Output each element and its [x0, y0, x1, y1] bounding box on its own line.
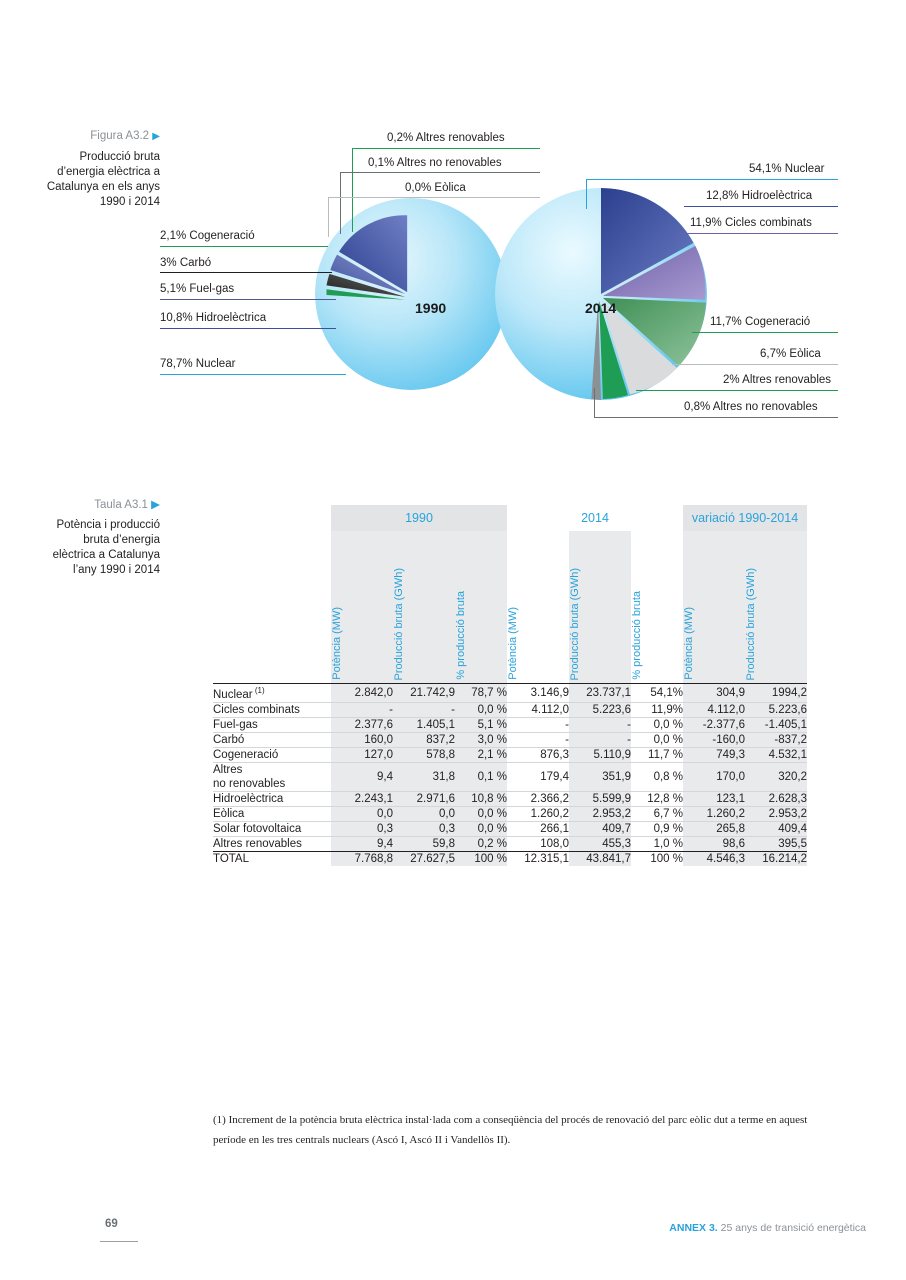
table-row: [213, 806, 807, 821]
table-cell: 1.260,2: [683, 806, 745, 821]
table-cell: 0,0 %: [455, 806, 507, 821]
leader-line-v-altres-no-renovables-1990: [340, 172, 341, 234]
table-cell: 54,1%: [631, 684, 683, 703]
row-label: Eòlica: [213, 807, 245, 820]
leader-line-v-altres-no-renovables-2014: [594, 388, 595, 417]
leader-line-cogeneracio-2014: [692, 332, 838, 333]
table-cell: -: [393, 702, 455, 717]
footer-annex-text: 25 anys de transició energètica: [717, 1222, 866, 1234]
leader-line-hidroelectrica-1990: [160, 328, 336, 329]
leader-line-v-nuclear-2014: [586, 179, 587, 209]
callout-altres-no-renovables-1990: 0,1% Altres no renovables: [368, 157, 502, 169]
table-cell: 4.112,0: [507, 702, 569, 717]
table-row: [213, 717, 807, 732]
leader-line-altres-no-renovables-2014: [594, 417, 838, 418]
table-cell: 9,4: [331, 836, 393, 851]
table-cell: 320,2: [745, 762, 807, 791]
table-cell: -: [569, 732, 631, 747]
figure-pies: [160, 120, 880, 440]
pie-year-2014: 2014: [585, 300, 617, 316]
leader-line-altres-no-renovables-1990: [340, 172, 540, 173]
table-cell: -: [507, 732, 569, 747]
table-cell: 351,9: [569, 762, 631, 791]
table-group-header-row: [213, 505, 807, 531]
row-label: Cogeneració: [213, 748, 279, 761]
col-header-potencia-1990: Potència (MW): [331, 531, 393, 684]
table-cell: 179,4: [507, 762, 569, 791]
col-header-potencia-var: Potència (MW): [683, 531, 745, 684]
table-cell: 1.260,2: [507, 806, 569, 821]
row-label: Altres renovables: [213, 837, 302, 850]
table-row: [213, 702, 807, 717]
table-cell: 0,0 %: [631, 717, 683, 732]
figure-title: Producció bruta d’energia elèctrica a Catalunya en els anys 1990 i 2014: [46, 151, 160, 208]
callout-altres-no-renovables-2014: 0,8% Altres no renovables: [684, 401, 818, 413]
table-cell: 59,8: [393, 836, 455, 851]
leader-line-nuclear-2014: [586, 179, 838, 180]
callout-hidroelectrica-2014: 12,8% Hidroelèctrica: [706, 190, 813, 202]
table-cell: 5.223,6: [745, 702, 807, 717]
table-cell: 12,8 %: [631, 791, 683, 806]
leader-line-nuclear-1990: [160, 374, 346, 375]
triangle-icon: ▶: [152, 131, 160, 142]
table-cell: -2.377,6: [683, 717, 745, 732]
table-cell: 170,0: [683, 762, 745, 791]
table-label-text: Taula A3.1: [94, 499, 148, 511]
table-cell: 10,8 %: [455, 791, 507, 806]
table-cell: 1,0 %: [631, 836, 683, 851]
leader-line-v-eolica-1990: [328, 197, 329, 237]
table-cell: 0,2 %: [455, 836, 507, 851]
triangle-icon-table: ▶: [151, 499, 160, 511]
table-cell: 4.112,0: [683, 702, 745, 717]
table-cell: 12.315,1: [507, 851, 569, 866]
table-cell: 0,0: [393, 806, 455, 821]
table-cell: 7.768,8: [331, 851, 393, 866]
table-cell: 837,2: [393, 732, 455, 747]
table-cell: 2.243,1: [331, 791, 393, 806]
table-cell: 78,7 %: [455, 684, 507, 703]
table-cell: 455,3: [569, 836, 631, 851]
table-cell: -1.405,1: [745, 717, 807, 732]
callout-altres-renovables-1990: 0,2% Altres renovables: [387, 132, 505, 144]
table-cell: 395,5: [745, 836, 807, 851]
table-column-header-row: [213, 531, 807, 684]
callout-cogeneracio-2014: 11,7% Cogeneració: [710, 316, 811, 328]
table-cell: 0,0 %: [455, 821, 507, 836]
row-label: Altres no renovables: [213, 763, 286, 790]
table-caption: [40, 498, 160, 578]
figure-label-text: Figura A3.2: [90, 130, 150, 142]
table-cell: 0,0 %: [455, 702, 507, 717]
table-cell: 11,9%: [631, 702, 683, 717]
table-cell: 578,8: [393, 747, 455, 762]
figure-caption: [40, 128, 160, 210]
table-label: [40, 498, 160, 513]
table-head: [213, 505, 807, 684]
table-cell: 2.971,6: [393, 791, 455, 806]
table-cell: -: [507, 717, 569, 732]
table-cell: 11,7 %: [631, 747, 683, 762]
table-cell: 5,1 %: [455, 717, 507, 732]
table-cell: 2.953,2: [745, 806, 807, 821]
table-cell: 127,0: [331, 747, 393, 762]
table-cell: 21.742,9: [393, 684, 455, 703]
leader-line-fuel-gas-1990: [160, 299, 336, 300]
col-header-pct-1990: % producció bruta: [455, 531, 507, 684]
table-cell: 100 %: [631, 851, 683, 866]
table-cell: -: [331, 702, 393, 717]
leader-line-carbo-1990: [160, 272, 332, 273]
leader-line-cogeneracio-1990: [160, 246, 328, 247]
table-cell: 1994,2: [745, 684, 807, 703]
page-rule: [100, 1241, 138, 1242]
table-cell: 876,3: [507, 747, 569, 762]
pie-chart-1990: [315, 198, 507, 390]
table-cell: 16.214,2: [745, 851, 807, 866]
group-header-1990: 1990: [331, 505, 507, 531]
table-cell: 0,3: [331, 821, 393, 836]
leader-line-altres-renovables-1990: [352, 148, 540, 149]
table-cell: 3.146,9: [507, 684, 569, 703]
callout-eolica-1990: 0,0% Eòlica: [405, 182, 466, 194]
leader-line-v-altres-renovables-1990: [352, 148, 353, 232]
table-title: Potència i producció bruta d’energia elèctrica a Catalunya l’any 1990 i 2014: [52, 519, 160, 576]
table-cell: 0,0 %: [631, 732, 683, 747]
table-cell: 3,0 %: [455, 732, 507, 747]
row-label: Carbó: [213, 733, 245, 746]
row-label: Hidroelèctrica: [213, 792, 284, 805]
table-cell: 749,3: [683, 747, 745, 762]
table-cell: 5.110,9: [569, 747, 631, 762]
table-cell: 266,1: [507, 821, 569, 836]
col-header-pct-2014: % producció bruta: [631, 531, 683, 684]
figure-label: [40, 128, 160, 145]
table-cell: 9,4: [331, 762, 393, 791]
col-header-produccio-1990: Producció bruta (GWh): [393, 531, 455, 684]
table-row: [213, 762, 807, 791]
table-cell: 123,1: [683, 791, 745, 806]
table-cell: -: [569, 717, 631, 732]
table-cell: 160,0: [331, 732, 393, 747]
table-cell: 304,9: [683, 684, 745, 703]
callout-cicles-combinats-2014: 11,9% Cicles combinats: [690, 217, 812, 229]
table-cell: 2.628,3: [745, 791, 807, 806]
table-cell: 0,3: [393, 821, 455, 836]
callout-eolica-2014: 6,7% Eòlica: [760, 348, 821, 360]
table-cell: 0,1 %: [455, 762, 507, 791]
leader-line-cicles-combinats-2014: [678, 233, 838, 234]
table-row: [213, 684, 807, 703]
table-body: [213, 684, 807, 866]
col-header-produccio-var: Producció bruta (GWh): [745, 531, 807, 684]
table-cell: 31,8: [393, 762, 455, 791]
footnote: (1) Increment de la potència bruta elèctrica instal·lada com a conseqüència del procés de renovació del parc eòlic dut a terme en aquest període en les tres centrals nuclears (Ascó I, Ascó II i Vandellòs II).: [213, 1114, 808, 1146]
pie-chart-2014: [495, 188, 707, 400]
leader-line-eolica-1990: [328, 197, 540, 198]
row-label: TOTAL: [213, 852, 249, 865]
group-header-2014: 2014: [507, 505, 683, 531]
callout-carbo-1990: 3% Carbó: [160, 257, 212, 269]
pie-year-1990: 1990: [415, 300, 447, 316]
row-label: Solar fotovoltaica: [213, 822, 302, 835]
col-header-potencia-2014: Potència (MW): [507, 531, 569, 684]
table-cell: 5.599,9: [569, 791, 631, 806]
corner-cell: [213, 505, 331, 531]
footer-annex-label: ANNEX 3.: [669, 1222, 718, 1234]
energy-table: [213, 505, 807, 866]
col-header-produccio-2014: Producció bruta (GWh): [569, 531, 631, 684]
table-cell: 409,7: [569, 821, 631, 836]
callout-altres-renovables-2014: 2% Altres renovables: [723, 374, 832, 386]
table-cell: 2.842,0: [331, 684, 393, 703]
table-cell: 265,8: [683, 821, 745, 836]
table-cell: 1.405,1: [393, 717, 455, 732]
callout-hidroelectrica-1990: 10,8% Hidroelèctrica: [160, 312, 267, 324]
table-row: [213, 836, 807, 851]
row-label: Nuclear $^{(1)}$: [213, 686, 265, 701]
table-row: [213, 747, 807, 762]
table-cell: 43.841,7: [569, 851, 631, 866]
table-cell: 0,0: [331, 806, 393, 821]
table-cell: 98,6: [683, 836, 745, 851]
table-cell: 108,0: [507, 836, 569, 851]
table-cell: 100 %: [455, 851, 507, 866]
table-cell: 2,1 %: [455, 747, 507, 762]
leader-line-eolica-2014: [672, 364, 838, 365]
table-cell: 409,4: [745, 821, 807, 836]
table-cell: -160,0: [683, 732, 745, 747]
table-row: [213, 732, 807, 747]
table-cell: 4.546,3: [683, 851, 745, 866]
table-row: [213, 821, 807, 836]
callout-nuclear-1990: 78,7% Nuclear: [160, 358, 236, 370]
table-cell: 2.366,2: [507, 791, 569, 806]
leader-line-hidroelectrica-2014: [684, 206, 838, 207]
row-label: Fuel-gas: [213, 718, 258, 731]
table-cell: 27.627,5: [393, 851, 455, 866]
callout-cogeneracio-1990: 2,1% Cogeneració: [160, 230, 255, 242]
page-number: 69: [105, 1218, 118, 1230]
callout-nuclear-2014: 54,1% Nuclear: [749, 163, 825, 175]
table-cell: 0,8 %: [631, 762, 683, 791]
table-cell: 6,7 %: [631, 806, 683, 821]
table-row: [213, 791, 807, 806]
table-cell: 0,9 %: [631, 821, 683, 836]
table-cell: 2.953,2: [569, 806, 631, 821]
row-label: Cicles combinats: [213, 703, 300, 716]
footnote-marker: (1): [252, 686, 265, 695]
table-cell: 23.737,1: [569, 684, 631, 703]
leader-line-altres-renovables-2014: [636, 390, 838, 391]
table-cell: 5.223,6: [569, 702, 631, 717]
group-header-variacio: variació 1990-2014: [683, 505, 807, 531]
table-cell: 2.377,6: [331, 717, 393, 732]
callout-fuel-gas-1990: 5,1% Fuel-gas: [160, 283, 235, 295]
table-row: [213, 851, 807, 866]
table-cell: -837,2: [745, 732, 807, 747]
footer-annex: [669, 1222, 866, 1234]
col-header-blank: [213, 531, 331, 684]
table-cell: 4.532,1: [745, 747, 807, 762]
